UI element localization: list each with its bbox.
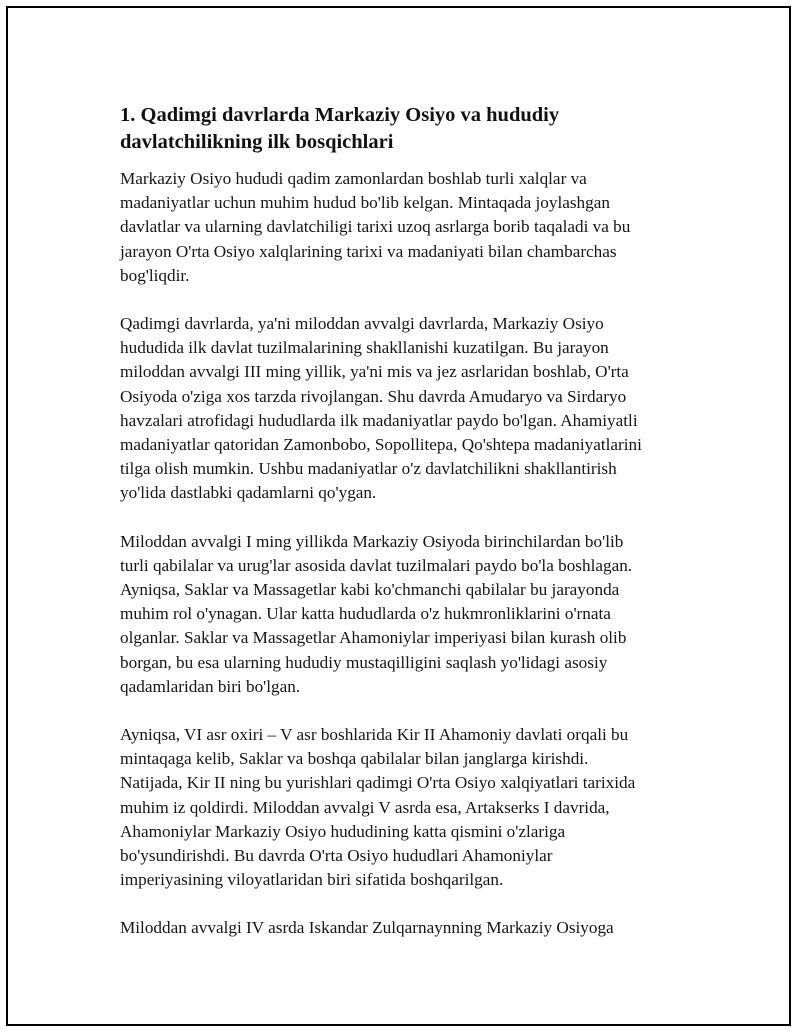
paragraph-line: jarayon O'rta Osiyo xalqlarining tarixi va madaniyati bilan chambarchas	[120, 241, 617, 261]
paragraph-line: Osiyoda o'ziga xos tarzda rivojlangan. Shu davrda Amudaryo va Sirdaryo	[120, 386, 627, 406]
paragraph	[120, 916, 680, 940]
document-body	[120, 102, 680, 941]
paragraph-line: olganlar. Saklar va Massagetlar Ahamoniylar imperiyasi bilan kurash olib	[120, 628, 627, 648]
paragraph-line: Miloddan avvalgi I ming yillikda Markaziy Osiyoda birinchilardan bo'lib	[120, 531, 624, 551]
paragraph	[120, 312, 680, 506]
paragraph	[120, 723, 680, 892]
paragraph-line: madaniyatlar qatoridan Zamonbobo, Sopollitepa, Qo'shtepa madaniyatlarini	[120, 435, 642, 455]
paragraph-line: Markaziy Osiyo hududi qadim zamonlardan boshlab turli xalqlar va	[120, 169, 587, 188]
section-heading	[120, 102, 680, 156]
paragraph-line: Ayniqsa, VI asr oxiri – V asr boshlarida Kir II Ahamoniy davlati orqali bu	[120, 725, 629, 745]
paragraph-line: bog'liqdir.	[120, 265, 190, 285]
heading-line: 1. Qadimgi davrlarda Markaziy Osiyo va hududiy	[120, 104, 560, 126]
paragraphs-container	[120, 167, 680, 941]
paragraph-line: bo'ysundirishdi. Bu davrda O'rta Osiyo hududlari Ahamoniylar	[120, 846, 553, 866]
paragraph-line: Natijada, Kir II ning bu yurishlari qadimgi O'rta Osiyo xalqiyatlari tarixida	[120, 773, 636, 793]
paragraph	[120, 530, 680, 699]
paragraph-line: mintaqaga kelib, Saklar va boshqa qabilalar bilan janglarga kirishdi.	[120, 749, 589, 769]
page-frame	[6, 6, 791, 1026]
paragraph-line: madaniyatlar uchun muhim hudud bo'lib kelgan. Mintaqada joylashgan	[120, 193, 610, 213]
paragraph-line: muhim rol o'ynagan. Ular katta hududlarda o'z hukmronliklarini o'rnata	[120, 604, 611, 624]
paragraph-line: miloddan avvalgi III ming yillik, ya'ni mis va jez asrlaridan boshlab, O'rta	[120, 362, 629, 382]
paragraph-line: imperiyasining viloyatlaridan biri sifatida boshqarilgan.	[120, 870, 504, 890]
paragraph-line: hududida ilk davlat tuzilmalarining shakllanishi kuzatilgan. Bu jarayon	[120, 338, 609, 358]
paragraph-line: turli qabilalar va urug'lar asosida davlat tuzilmalari paydo bo'la boshlagan.	[120, 555, 633, 575]
paragraph-line: Ayniqsa, Saklar va Massagetlar kabi ko'chmanchi qabilalar bu jarayonda	[120, 580, 620, 600]
heading-line: davlatchilikning ilk bosqichlari	[120, 131, 394, 153]
paragraph-line: Miloddan avvalgi IV asrda Iskandar Zulqarnaynning Markaziy Osiyoga	[120, 918, 614, 938]
paragraph-line: Qadimgi davrlarda, ya'ni miloddan avvalgi davrlarda, Markaziy Osiyo	[120, 314, 604, 334]
paragraph-line: muhim iz qoldirdi. Miloddan avvalgi V asrda esa, Artakserks I davrida,	[120, 797, 610, 817]
paragraph-line: qadamlaridan biri bo'lgan.	[120, 676, 301, 696]
paragraph	[120, 167, 680, 288]
paragraph-line: havzalari atrofidagi hududlarda ilk madaniyatlar paydo bo'lgan. Ahamiyatli	[120, 410, 638, 430]
paragraph-line: davlatlar va ularning davlatchiligi tarixi uzoq asrlarga borib taqaladi va bu	[120, 217, 631, 237]
paragraph-line: borgan, bu esa ularning hududiy mustaqilligini saqlash yo'lidagi asosiy	[120, 652, 608, 672]
paragraph-line: tilga olish mumkin. Ushbu madaniyatlar o'z davlatchilikni shakllantirish	[120, 459, 617, 479]
paragraph-line: Ahamoniylar Markaziy Osiyo hududining katta qismini o'zlariga	[120, 821, 566, 841]
paragraph-line: yo'lida dastlabki qadamlarni qo'ygan.	[120, 483, 377, 503]
